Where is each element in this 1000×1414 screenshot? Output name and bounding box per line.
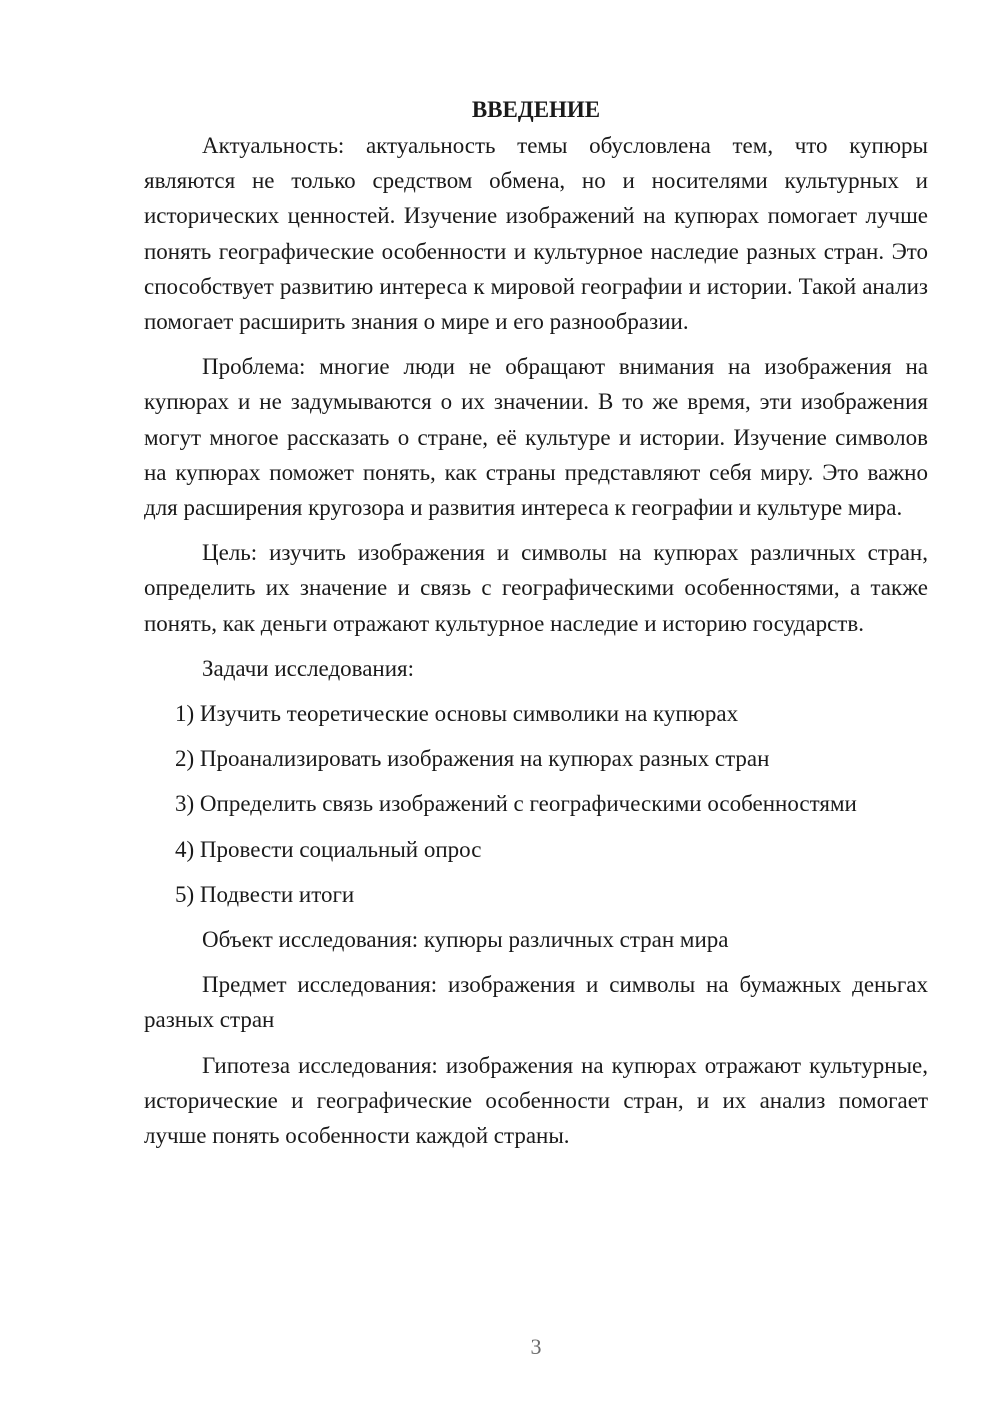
task-item: 1) Изучить теоретические основы символики на купюрах (175, 701, 739, 727)
page-number: 3 (530, 1334, 542, 1359)
object-paragraph: Объект исследования: купюры различных стран мира (202, 927, 729, 953)
goal-paragraph: Цель: изучить изображения и символы на купюрах различных стран, определить их значение и связь с географическими особенностями, а также понять, как деньги отражают культурное наследие и историю государств. (144, 540, 928, 636)
tasks-heading: Задачи исследования: (202, 655, 415, 681)
task-item: 5) Подвести итоги (175, 881, 355, 907)
task-item: 4) Провести социальный опрос (175, 836, 482, 862)
subject-paragraph: Предмет исследования: изображения и символы на бумажных деньгах разных стран (144, 972, 928, 1033)
task-item: 3) Определить связь изображений с географическими особенностями (175, 791, 857, 817)
relevance-paragraph: Актуальность: актуальность темы обусловлена тем, что купюры являются не только средством обмена, но и носителями культурных и исторических ценностей. Изучение изображений на купюрах помогает лучше понять географические особенности и культурное наследие разных стран. Это способствует развитию интереса к мировой географии и истории. Такой анализ помогает расширить знания о мире и его разнообразии. (144, 133, 928, 335)
tasks-list (144, 696, 928, 912)
section-title: ВВЕДЕНИЕ (471, 97, 601, 122)
problem-paragraph: Проблема: многие люди не обращают внимания на изображения на купюрах и не задумываются о их значении. В то же время, эти изображения могут многое рассказать о стране, её культуре и истории. Изучение символов на купюрах поможет понять, как страны представляют себя миру. Это важно для расширения кругозора и развития интереса к географии и культуре мира. (144, 354, 928, 521)
document-page (144, 92, 928, 1163)
task-item: 2) Проанализировать изображения на купюрах разных стран (175, 746, 770, 772)
hypothesis-paragraph: Гипотеза исследования: изображения на купюрах отражают культурные, исторические и географические особенности стран, и их анализ помогает лучше понять особенности каждой страны. (144, 1052, 928, 1149)
